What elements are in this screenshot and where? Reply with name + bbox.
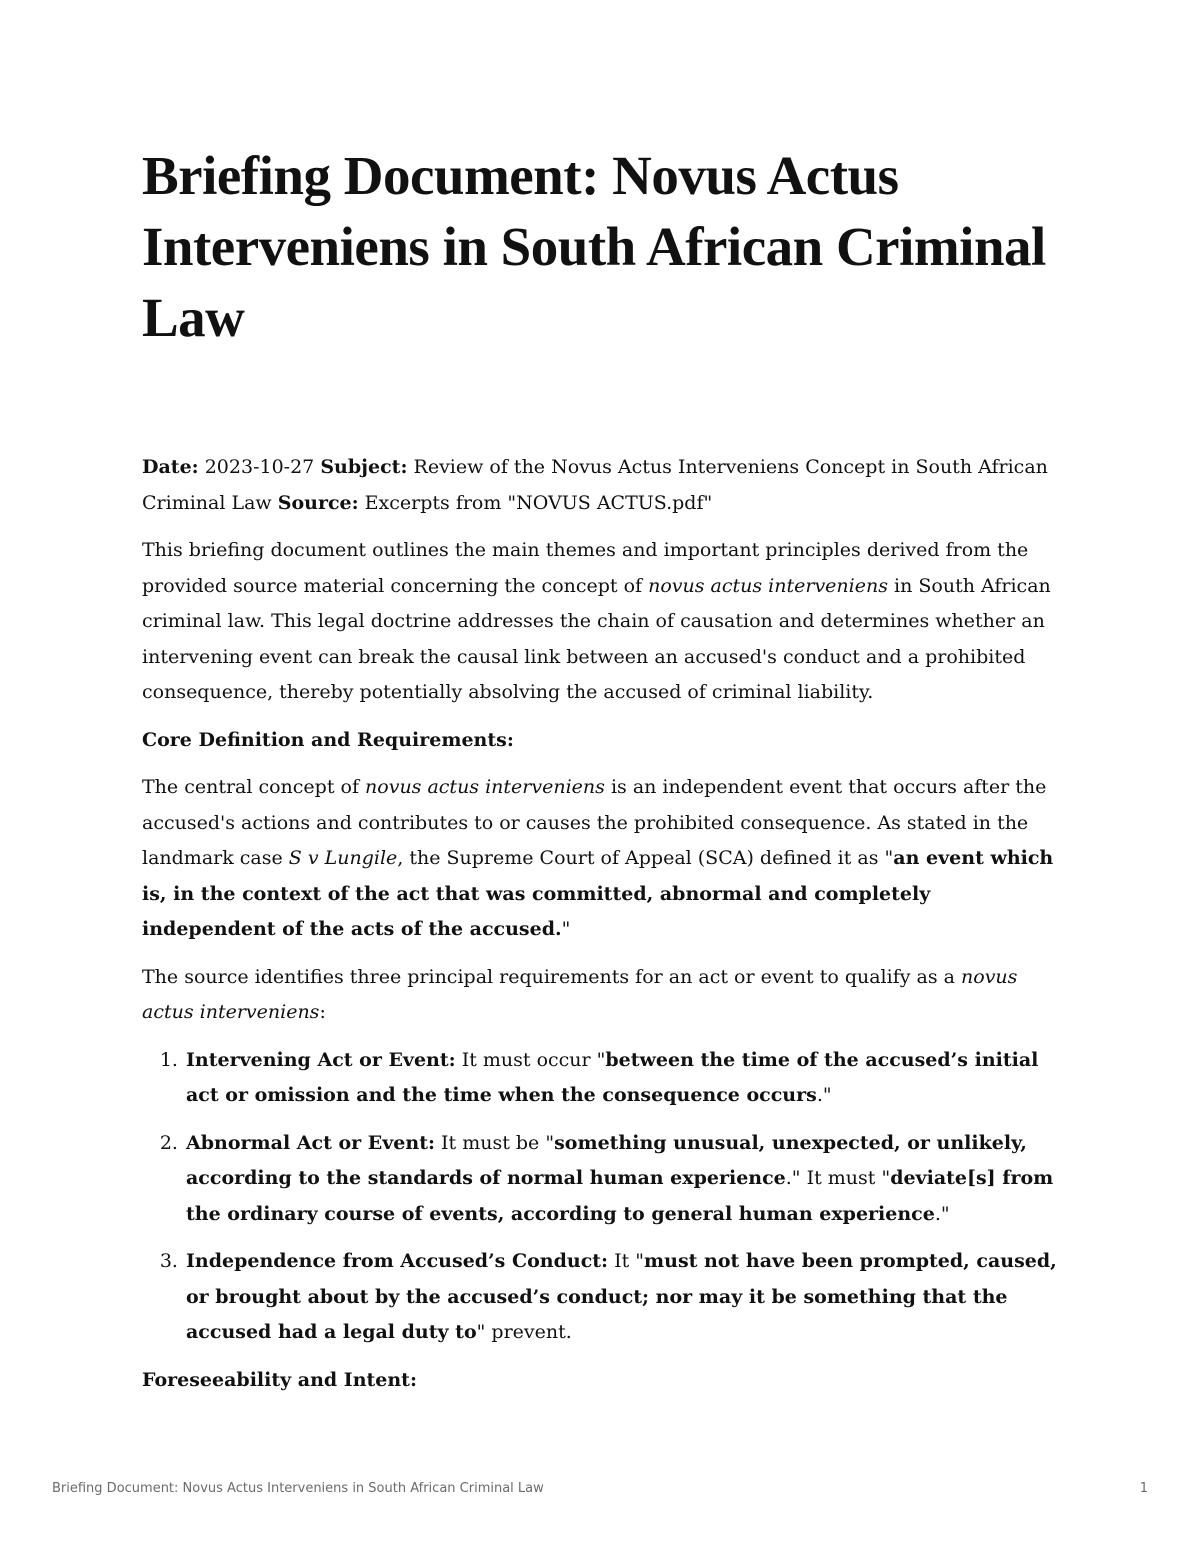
date-label: Date:: [142, 456, 199, 478]
footer-title: Briefing Document: Novus Actus Interveniens in South African Criminal Law: [52, 1480, 544, 1496]
list-item: [184, 1043, 1057, 1114]
list-item: [184, 1126, 1057, 1233]
requirement-text: It must occur ": [455, 1048, 606, 1071]
requirement-label: Independence from Accused’s Conduct:: [186, 1250, 609, 1272]
requirement-label: Intervening Act or Event:: [186, 1048, 456, 1071]
subject-value: Review of the Novus Actus Interveniens Concept in South African Criminal Law: [142, 456, 1048, 514]
intro-paragraph: [142, 533, 1057, 711]
requirement-quote: something unusual, unexpected, or unlikely, according to the standards of normal human experience: [186, 1131, 1027, 1189]
requirements-intro-paragraph: [142, 960, 1057, 1031]
core-term: novus actus interveniens: [365, 776, 605, 798]
core-text-2: is an independent event that occurs after the accused's actions and contributes to or causes the prohibited consequence. As stated in the landmark case: [142, 776, 1047, 869]
case-name: S v Lungile: [288, 847, 398, 869]
source-value: Excerpts from "NOVUS ACTUS.pdf": [364, 491, 713, 514]
requirement-text: .": [816, 1084, 832, 1106]
req-intro-text-2: :: [319, 1001, 326, 1023]
core-definition-heading: Core Definition and Requirements:: [142, 728, 514, 751]
page-number: 1: [1139, 1480, 1148, 1496]
requirement-quote: must not have been prompted, caused, or brought about by the accused’s conduct; nor may it be something that the accused had a legal duty to: [186, 1250, 1057, 1343]
sca-definition-quote: an event which is, in the context of the act that was committed, abnormal and completely independent of the acts of the accused.: [142, 847, 1054, 940]
core-text-4: ": [561, 918, 571, 940]
requirement-text: " prevent.: [476, 1321, 572, 1343]
document-meta: [142, 450, 1057, 521]
req-intro-term: novus actus interveniens: [142, 965, 1018, 1023]
date-value: 2023-10-27: [204, 456, 315, 478]
req-intro-text-1: The source identifies three principal requirements for an act or event to qualify as a: [142, 965, 962, 988]
source-label: Source:: [277, 491, 359, 514]
requirement-text: It ": [608, 1250, 645, 1272]
list-item: [184, 1244, 1057, 1351]
requirement-text: It must be ": [435, 1131, 555, 1154]
requirements-list: [142, 1043, 1057, 1351]
core-text-3: , the Supreme Court of Appeal (SCA) defined it as ": [397, 847, 894, 869]
requirement-text: ." It must ": [785, 1167, 891, 1189]
intro-text-1: This briefing document outlines the main themes and important principles derived from the provided source material concerning the concept of: [142, 539, 1029, 597]
requirement-label: Abnormal Act or Event:: [186, 1131, 435, 1154]
requirement-text: .": [934, 1202, 950, 1225]
foreseeability-heading: Foreseeability and Intent:: [142, 1368, 417, 1391]
intro-text-2: in South African criminal law. This legal doctrine addresses the chain of causation and determines whether an intervening event can break the causal link between an accused's conduct and a prohibited consequence, thereby potentially absolving the accused of criminal liability.: [142, 574, 1051, 703]
document-page: [142, 140, 1057, 1410]
intro-term: novus actus interveniens: [648, 574, 888, 597]
requirement-quote: deviate[s] from the ordinary course of events, according to general human experience: [186, 1167, 1054, 1225]
page-footer: [52, 1476, 1148, 1500]
document-title: Briefing Document: Novus Actus Interveniens in South African Criminal Law: [142, 145, 1046, 348]
subject-label: Subject:: [320, 456, 408, 478]
core-definition-paragraph: [142, 770, 1057, 948]
core-text-1: The central concept of: [142, 776, 366, 798]
requirement-quote: between the time of the accused’s initial act or omission and the time when the consequence occurs: [186, 1048, 1039, 1106]
